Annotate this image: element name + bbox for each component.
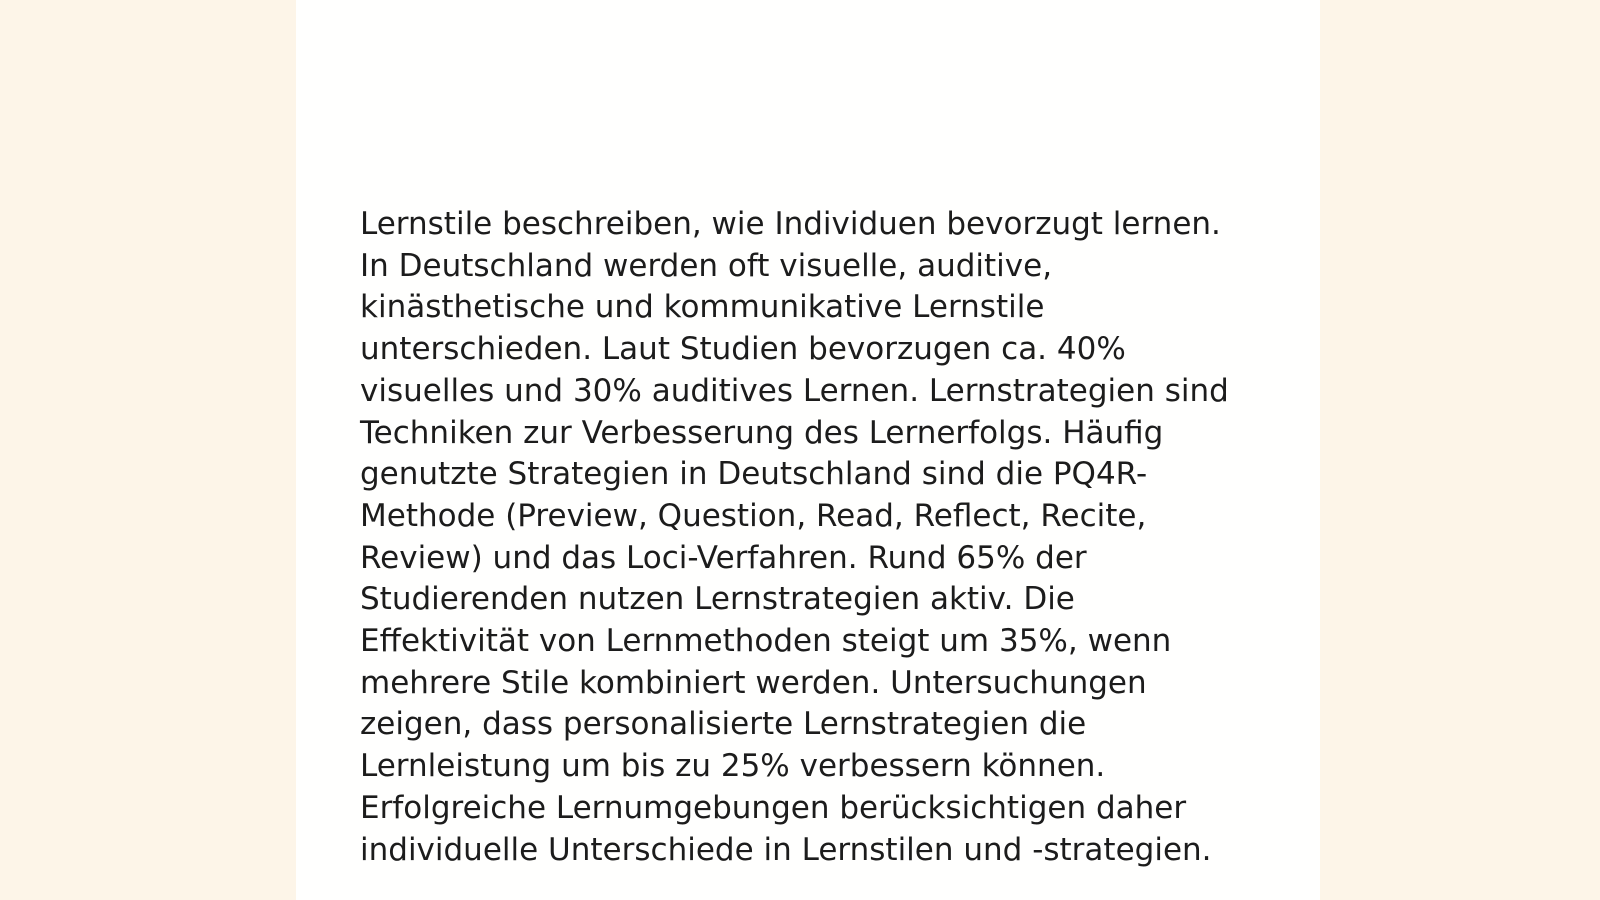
document-page — [296, 0, 1320, 900]
body-paragraph: Lernstile beschreiben, wie Individuen bevorzugt lernen. In Deutschland werden oft visuelle, auditive, kinästhetische und kommunikative Lernstile unterschieden. Laut Studien bevorzugen ca. 40% visuelles und 30% auditives Lernen. Lernstrategien sind Techniken zur Verbesserung des Lernerfolgs. Häufig genutzte Strategien in Deutschland sind die PQ4R-Methode (Preview, Question, Read, Reflect, Recite, Review) und das Loci-Verfahren. Rund 65% der Studierenden nutzen Lernstrategien aktiv. Die Effektivität von Lernmethoden steigt um 35%, wenn mehrere Stile kombiniert werden. Untersuchungen zeigen, dass personalisierte Lernstrategien die Lernleistung um bis zu 25% verbessern können. Erfolgreiche Lernumgebungen berücksichtigen daher individuelle Unterschiede in Lernstilen und -strategien. — [360, 206, 1229, 868]
